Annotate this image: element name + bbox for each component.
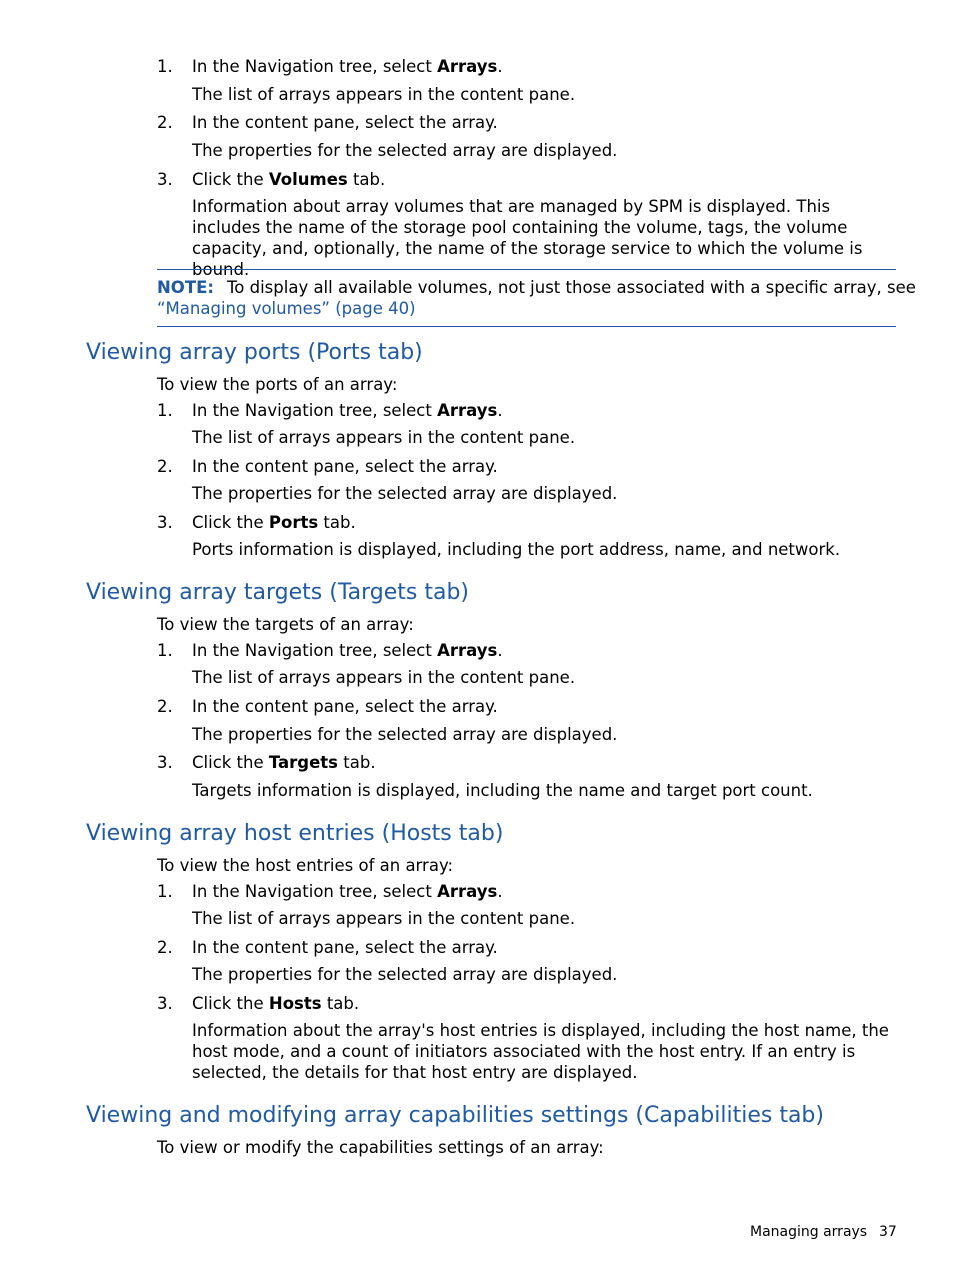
step-text: Click the Targets tab.	[192, 753, 376, 772]
step-number: 3.	[157, 170, 173, 189]
step-result: Information about array volumes that are managed by SPM is displayed. This includes the name of the storage pool containing the volume, tags, the volume capacity, and, optionally, the name of the storage service to which the volume is bound.	[192, 197, 863, 279]
ui-term: Arrays	[437, 882, 498, 901]
step-result: The properties for the selected array are displayed.	[192, 725, 618, 744]
section-intro: To view or modify the capabilities settings of an array:	[157, 1138, 604, 1157]
ui-term: Hosts	[268, 994, 322, 1013]
step-text: Click the Volumes tab.	[192, 170, 386, 189]
step-result: The list of arrays appears in the content pane.	[192, 909, 576, 928]
step-result: Information about the array's host entries is displayed, including the host name, the host mode, and a count of initiators associated with the host entry. If an entry is selected, the details for that host entry are displayed.	[192, 1021, 889, 1082]
step-number: 1.	[157, 882, 173, 901]
ui-term: Targets	[268, 753, 339, 772]
step-text: In the content pane, select the array.	[192, 113, 498, 132]
step-number: 3.	[157, 753, 173, 772]
managing-volumes-link[interactable]: “Managing volumes” (page 40)	[157, 299, 416, 318]
footer-section-title: Managing arrays	[750, 1224, 868, 1240]
step-number: 1.	[157, 401, 173, 420]
step-number: 2.	[157, 938, 173, 957]
step-number: 3.	[157, 513, 173, 532]
section-intro: To view the host entries of an array:	[157, 856, 454, 875]
step-result: Targets information is displayed, including the name and target port count.	[192, 781, 813, 800]
step-text: In the content pane, select the array.	[192, 938, 498, 957]
section-intro: To view the targets of an array:	[157, 615, 414, 634]
step-text: In the Navigation tree, select Arrays.	[192, 57, 503, 76]
step-number: 1.	[157, 641, 173, 660]
step-text: In the content pane, select the array.	[192, 457, 498, 476]
section-heading-hosts: Viewing array host entries (Hosts tab)	[86, 821, 504, 846]
section-heading-targets: Viewing array targets (Targets tab)	[86, 580, 470, 605]
step-number: 2.	[157, 457, 173, 476]
section-heading-capabilities: Viewing and modifying array capabilities settings (Capabilities tab)	[86, 1103, 824, 1128]
step-text: In the Navigation tree, select Arrays.	[192, 641, 503, 660]
section-intro: To view the ports of an array:	[157, 375, 398, 394]
note-box	[157, 269, 916, 327]
step-text: In the content pane, select the array.	[192, 697, 498, 716]
section-heading-ports: Viewing array ports (Ports tab)	[86, 340, 423, 365]
step-number: 1.	[157, 57, 173, 76]
step-number: 3.	[157, 994, 173, 1013]
step-text: In the Navigation tree, select Arrays.	[192, 401, 503, 420]
step-result: Ports information is displayed, including the port address, name, and network.	[192, 540, 841, 559]
step-number: 2.	[157, 113, 173, 132]
step-result: The list of arrays appears in the content pane.	[192, 668, 576, 687]
step-number: 2.	[157, 697, 173, 716]
ui-term: Arrays	[437, 57, 498, 76]
ui-term: Volumes	[268, 170, 348, 189]
step-text: In the Navigation tree, select Arrays.	[192, 882, 503, 901]
step-result: The properties for the selected array are displayed.	[192, 965, 618, 984]
page-number: 37	[879, 1224, 897, 1240]
ui-term: Arrays	[437, 401, 498, 420]
step-text: Click the Hosts tab.	[192, 994, 360, 1013]
ui-term: Ports	[268, 513, 319, 532]
step-result: The properties for the selected array are displayed.	[192, 484, 618, 503]
ui-term: Arrays	[437, 641, 498, 660]
step-text: Click the Ports tab.	[192, 513, 356, 532]
note-text: To display all available volumes, not just those associated with a specific array, see	[227, 278, 916, 297]
step-result: The list of arrays appears in the content pane.	[192, 85, 576, 104]
note-label: NOTE:	[157, 278, 214, 297]
step-result: The list of arrays appears in the content pane.	[192, 428, 576, 447]
step-result: The properties for the selected array are displayed.	[192, 141, 618, 160]
